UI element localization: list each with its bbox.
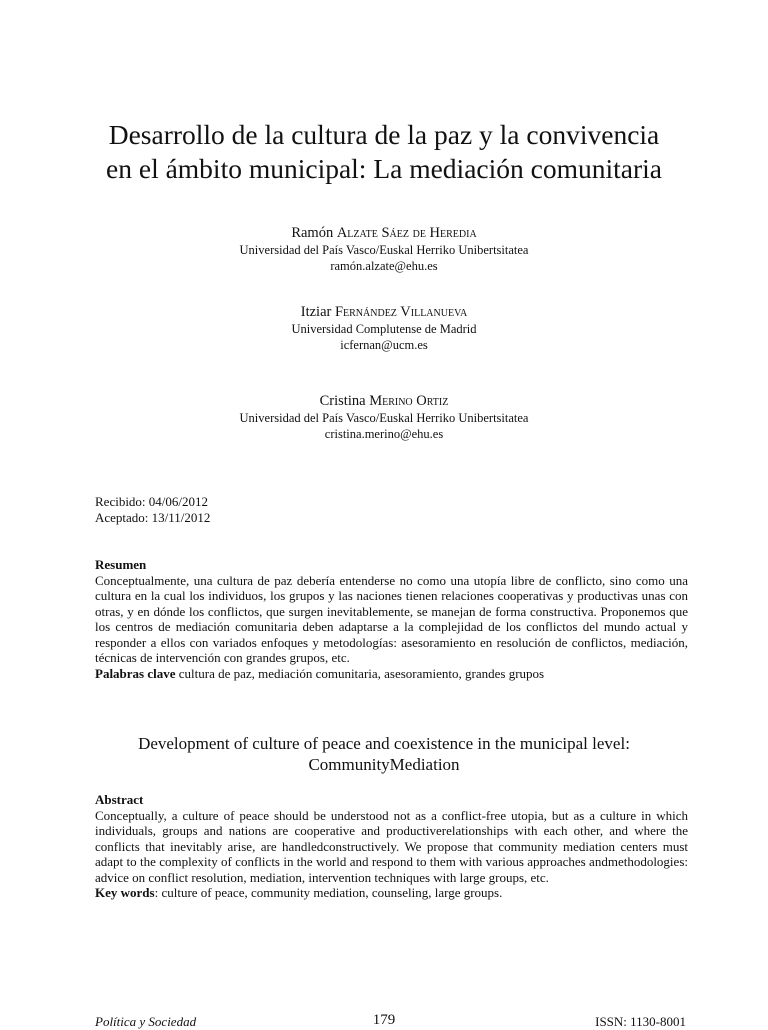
keywords-text: cultura de paz, mediación comunitaria, asesoramiento, grandes grupos	[175, 665, 545, 681]
footer-page-number: 179	[372, 1012, 396, 1028]
author-email[interactable]: icfernan@ucm.es	[340, 338, 428, 352]
keywords-label: Key words	[95, 885, 155, 900]
keywords-label: Palabras clave	[95, 665, 176, 681]
author-email[interactable]: ramón.alzate@ehu.es	[330, 259, 438, 273]
resumen-heading: Resumen	[95, 557, 147, 572]
received-date: Recibido: 04/06/2012	[95, 494, 209, 509]
author-1	[0, 224, 768, 274]
author-3	[0, 392, 768, 442]
author-2	[0, 303, 768, 353]
author-name: Cristina Merino Ortiz	[319, 393, 449, 409]
english-title	[60, 733, 708, 775]
submission-dates	[95, 494, 210, 526]
article-title	[60, 118, 708, 186]
abstract-text: Conceptually, a culture of peace should be understood not as a conflict-free utopia, but as a culture in which individuals, groups and nations are cooperative and productiverelationships with each other, and where the conflicts that inevitably arise, are handledconstructively. We propose that community mediation centers must adapt to the complexity of conflicts in the world and respond to them with various approaches andmethodologies: advice on conflict resolution, mediation, intervention techniques with large groups, etc.	[95, 807, 688, 885]
key-words	[95, 885, 688, 901]
author-email[interactable]: cristina.merino@ehu.es	[324, 427, 444, 441]
footer-issn: ISSN: 1130-8001	[595, 1014, 686, 1029]
english-title-line-1: Development of culture of peace and coexistence in the municipal level:	[138, 734, 630, 753]
resumen-text: Conceptualmente, una cultura de paz debería entenderse no como una utopía libre de conflicto, sino como una cultura en la cual los individuos, los grupos y las naciones tienen relaciones cooperativas y productivas unas con otras, y en dónde los conflictos, que surgen inevitablemente, se manejan de forma constructiva. Proponemos que los centros de mediación comunitaria deben adaptarse a la complejidad de los conflictos del mundo actual y responder a ellos con variados enfoques y metodologías: asesoramiento en resolución de conflictos, mediación, técnicas de intervención con grandes grupos, etc.	[95, 572, 688, 665]
abstract-section	[95, 792, 688, 901]
title-line-1: Desarrollo de la cultura de la paz y la convivencia	[108, 119, 660, 150]
author-affiliation: Universidad del País Vasco/Euskal Herriko Unibertsitatea	[239, 411, 529, 425]
author-name: Itziar Fernández Villanueva	[300, 304, 468, 320]
accepted-date: Aceptado: 13/11/2012	[95, 510, 211, 525]
resumen-section	[95, 557, 688, 681]
palabras-clave	[95, 666, 688, 682]
keywords-text: : culture of peace, community mediation, counseling, large groups.	[154, 885, 503, 900]
title-line-2: en el ámbito municipal: La mediación comunitaria	[106, 153, 662, 184]
author-affiliation: Universidad Complutense de Madrid	[291, 322, 477, 336]
author-name: Ramón Alzate Sáez de Heredia	[291, 225, 477, 241]
footer-journal: Política y Sociedad	[95, 1014, 197, 1029]
english-title-line-2: CommunityMediation	[308, 755, 460, 774]
abstract-heading: Abstract	[95, 792, 144, 807]
author-affiliation: Universidad del País Vasco/Euskal Herriko Unibertsitatea	[239, 243, 529, 257]
